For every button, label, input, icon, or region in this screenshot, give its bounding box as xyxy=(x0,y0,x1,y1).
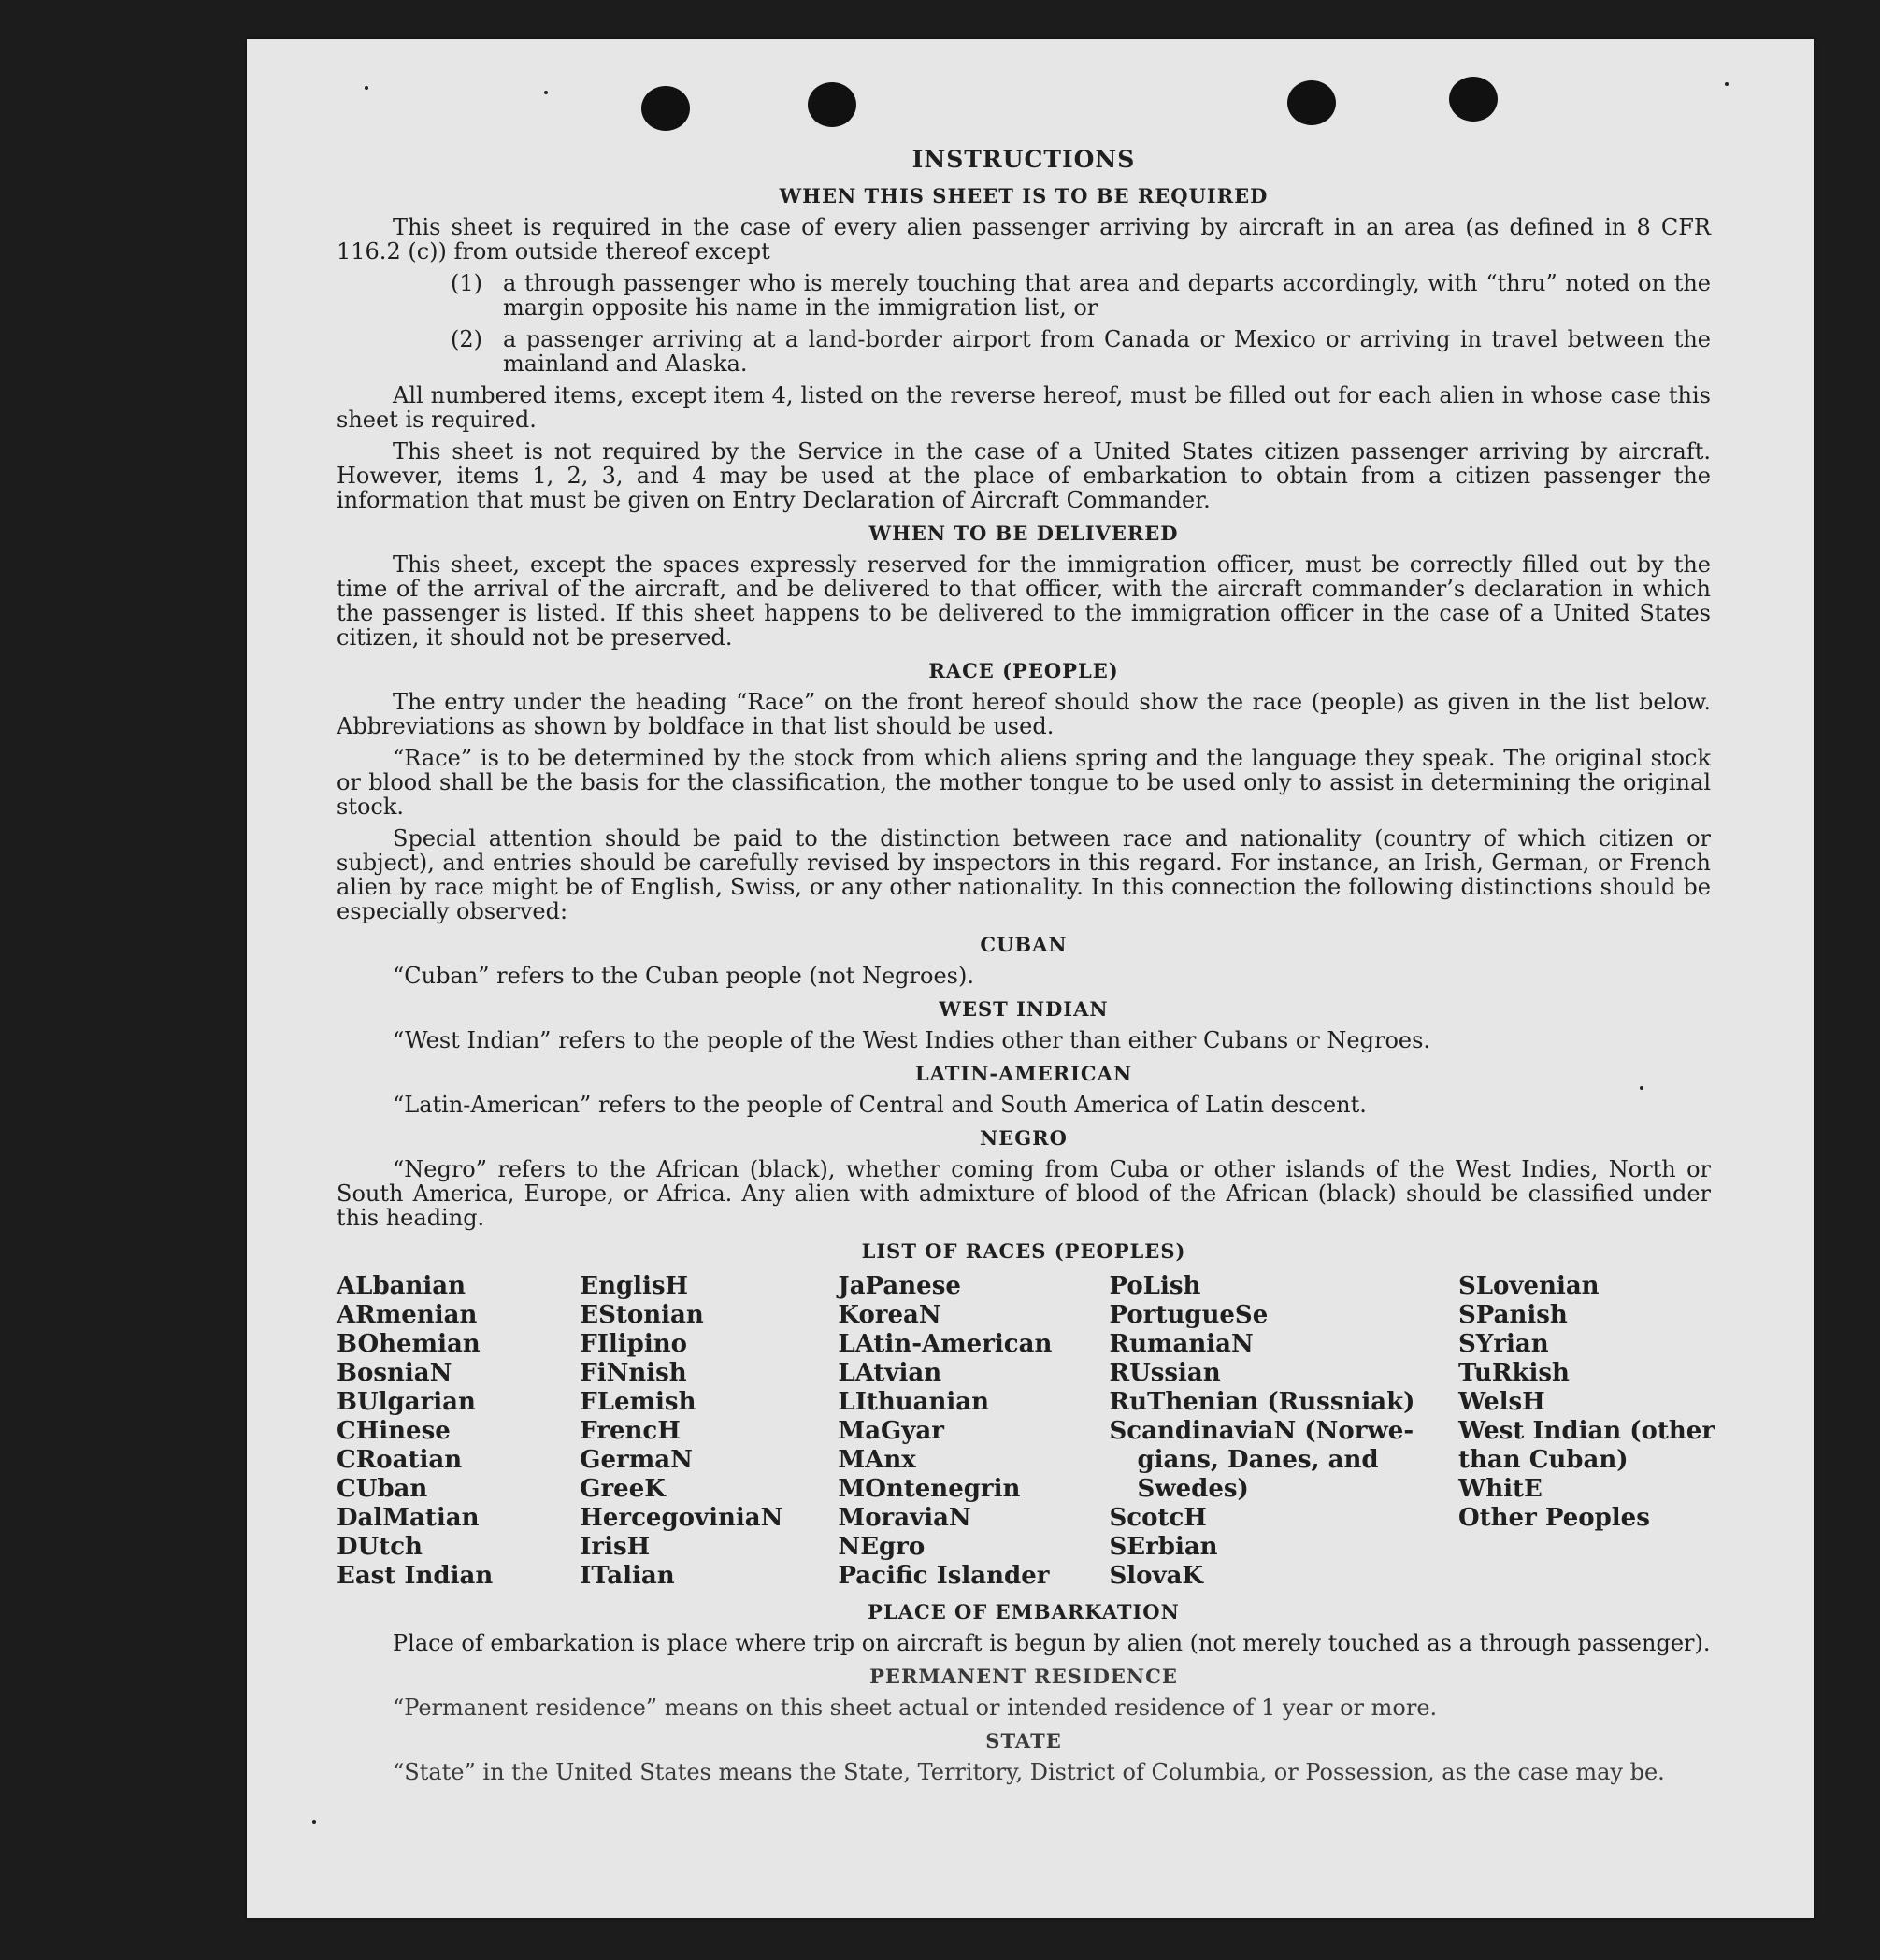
race-item: EStonian xyxy=(580,1301,704,1329)
heading-when-required: WHEN THIS SHEET IS TO BE REQUIRED xyxy=(779,184,1269,207)
race-item: SYrian xyxy=(1458,1330,1549,1358)
race-item: IrisH xyxy=(580,1533,651,1561)
race-column-3 xyxy=(838,1272,1109,1591)
race-item: FLemish xyxy=(580,1388,696,1416)
heading-state: STATE xyxy=(985,1729,1062,1753)
item-number: (1) xyxy=(451,270,482,296)
race-item: DUtch xyxy=(337,1533,423,1561)
race-item: East Indian xyxy=(337,1562,494,1590)
race-item: MoraviaN xyxy=(838,1504,971,1532)
paper-speck xyxy=(544,91,548,94)
race-item: TuRkish xyxy=(1458,1359,1570,1387)
race-item: BOhemian xyxy=(337,1330,481,1358)
race-column-1 xyxy=(337,1272,580,1591)
race-item: RuThenian (Russniak) xyxy=(1109,1388,1415,1416)
negro-text: “Negro” refers to the African (black), whether coming from Cuba or other islands of the West Indies, North or South America, Europe, or Africa. Any alien with admixture of blood of the African (black) should be classified under this heading. xyxy=(337,1156,1711,1231)
race-item: LAtin-American xyxy=(838,1330,1053,1358)
heading-west-indian: WEST INDIAN xyxy=(939,997,1109,1021)
heading-place-of-embarkation: PLACE OF EMBARKATION xyxy=(868,1600,1180,1624)
race-item: LAtvian xyxy=(838,1359,942,1387)
race-paragraph-2: “Race” is to be determined by the stock from which aliens spring and the language they speak. The original stock or blood shall be the basis for the classification, the mother tongue to be used only to assist in determining the original stock. xyxy=(337,745,1711,820)
cuban-text: “Cuban” refers to the Cuban people (not Negroes). xyxy=(393,963,974,989)
heading-cuban: CUBAN xyxy=(980,933,1068,956)
race-item: CRoatian xyxy=(337,1446,463,1474)
heading-permanent-residence: PERMANENT RESIDENCE xyxy=(869,1665,1178,1688)
race-column-4 xyxy=(1109,1272,1458,1591)
residence-text: “Permanent residence” means on this sheet actual or intended residence of 1 year or more. xyxy=(393,1695,1438,1721)
race-item: JaPanese xyxy=(838,1272,961,1300)
race-item: SlovaK xyxy=(1109,1562,1204,1590)
race-item: SLovenian xyxy=(1458,1272,1600,1300)
race-item: NEgro xyxy=(838,1533,926,1561)
race-item: MaGyar xyxy=(838,1417,944,1445)
race-item: ALbanian xyxy=(337,1272,466,1300)
race-item: MOntenegrin xyxy=(838,1475,1021,1503)
race-item: LIthuanian xyxy=(838,1388,990,1416)
exception-item-2 xyxy=(451,327,1711,376)
race-item: PoLish xyxy=(1109,1272,1201,1300)
embarkation-text: Place of embarkation is place where trip on aircraft is begun by alien (not merely touched as a through passenger). xyxy=(393,1630,1711,1656)
heading-list-of-races: LIST OF RACES (PEOPLES) xyxy=(861,1239,1186,1263)
race-item: GreeK xyxy=(580,1475,666,1503)
heading-latin-american: LATIN-AMERICAN xyxy=(914,1062,1133,1085)
delivered-paragraph: This sheet, except the spaces expressly reserved for the immigration officer, must be correctly filled out by the time of the arrival of the aircraft, and be delivered to that officer, with the aircraft commander’s declaration in which the passenger is listed. If this sheet happens to be delivered to the immigration officer in the case of a United States citizen, it should not be preserved. xyxy=(337,551,1711,651)
race-item: DalMatian xyxy=(337,1504,480,1532)
required-paragraph-1: This sheet is required in the case of every alien passenger arriving by aircraft in an area (as defined in 8 CFR 116.2 (c)) from outside thereof except xyxy=(337,214,1711,265)
race-item: GermaN xyxy=(580,1446,693,1474)
race-item: ARmenian xyxy=(337,1301,478,1329)
race-item: ScandinaviaN (Norwe- xyxy=(1109,1417,1414,1445)
race-item: SErbian xyxy=(1109,1533,1218,1561)
item-number: (2) xyxy=(451,326,482,352)
race-item: WelsH xyxy=(1458,1388,1545,1416)
race-item-continuation: than Cuban) xyxy=(1458,1446,1629,1474)
document-page xyxy=(247,39,1814,1918)
race-item: WhitE xyxy=(1458,1475,1543,1503)
race-item: MAnx xyxy=(838,1446,916,1474)
race-item: KoreaN xyxy=(838,1301,941,1329)
race-item-continuation: Swedes) xyxy=(1137,1475,1249,1503)
race-column-2 xyxy=(580,1272,838,1591)
race-column-5 xyxy=(1458,1272,1715,1591)
race-item: FiNnish xyxy=(580,1359,687,1387)
race-item: EnglisH xyxy=(580,1272,689,1300)
latin-american-text: “Latin-American” refers to the people of Central and South America of Latin descent. xyxy=(393,1092,1367,1118)
race-item: Pacific Islander xyxy=(838,1562,1050,1590)
race-item: HercegoviniaN xyxy=(580,1504,783,1532)
race-item-continuation: gians, Danes, and xyxy=(1137,1446,1379,1474)
page-title: INSTRUCTIONS xyxy=(911,146,1136,173)
heading-race: RACE (PEOPLE) xyxy=(928,659,1119,682)
west-indian-text: “West Indian” refers to the people of the West Indies other than either Cubans or Negroes. xyxy=(393,1027,1431,1053)
race-item: CHinese xyxy=(337,1417,451,1445)
race-item: SPanish xyxy=(1458,1301,1568,1329)
race-item: FrencH xyxy=(580,1417,681,1445)
heading-when-delivered: WHEN TO BE DELIVERED xyxy=(868,522,1179,545)
paper-speck xyxy=(365,86,368,90)
race-item: RumaniaN xyxy=(1109,1330,1254,1358)
instructions-body xyxy=(337,105,1715,1792)
exception-item-1 xyxy=(451,271,1711,320)
state-text: “State” in the United States means the State, Territory, District of Columbia, or Possession, as the case may be. xyxy=(393,1759,1665,1785)
paper-speck xyxy=(1725,82,1729,86)
race-item: CUban xyxy=(337,1475,428,1503)
required-paragraph-2: All numbered items, except item 4, listed on the reverse hereof, must be filled out for each alien in whose case this sheet is required. xyxy=(337,382,1711,433)
race-paragraph-3: Special attention should be paid to the distinction between race and nationality (country of which citizen or subject), and entries should be carefully revised by inspectors in this regard. For instance, an Irish, German, or French alien by race might be of English, Swiss, or any other nationality. In this connection the following distinctions should be especially observed: xyxy=(337,825,1711,924)
required-paragraph-3: This sheet is not required by the Service in the case of a United States citizen passenger arriving by aircraft. However, items 1, 2, 3, and 4 may be used at the place of embarkation to obtain from a citizen passenger the information that must be given on Entry Declaration of Aircraft Commander. xyxy=(337,438,1711,513)
race-item: RUssian xyxy=(1109,1359,1221,1387)
race-item: FIlipino xyxy=(580,1330,687,1358)
race-item: PortugueSe xyxy=(1109,1301,1269,1329)
race-item: West Indian (other xyxy=(1458,1417,1715,1445)
paper-speck xyxy=(312,1820,316,1824)
race-item: ITalian xyxy=(580,1562,675,1590)
item-text: a through passenger who is merely touching that area and departs accordingly, with “thru” noted on the margin opposite his name in the immigration list, or xyxy=(503,270,1711,321)
heading-negro: NEGRO xyxy=(980,1126,1068,1150)
race-paragraph-1: The entry under the heading “Race” on the front hereof should show the race (people) as given in the list below. Abbreviations as shown by boldface in that list should be used. xyxy=(337,689,1711,739)
race-item: BUlgarian xyxy=(337,1388,476,1416)
race-list xyxy=(337,1272,1715,1591)
item-text: a passenger arriving at a land-border airport from Canada or Mexico or arriving in travel between the mainland and Alaska. xyxy=(503,326,1711,377)
race-item: Other Peoples xyxy=(1458,1504,1650,1532)
race-item: ScotcH xyxy=(1109,1504,1207,1532)
race-item: BosniaN xyxy=(337,1359,452,1387)
